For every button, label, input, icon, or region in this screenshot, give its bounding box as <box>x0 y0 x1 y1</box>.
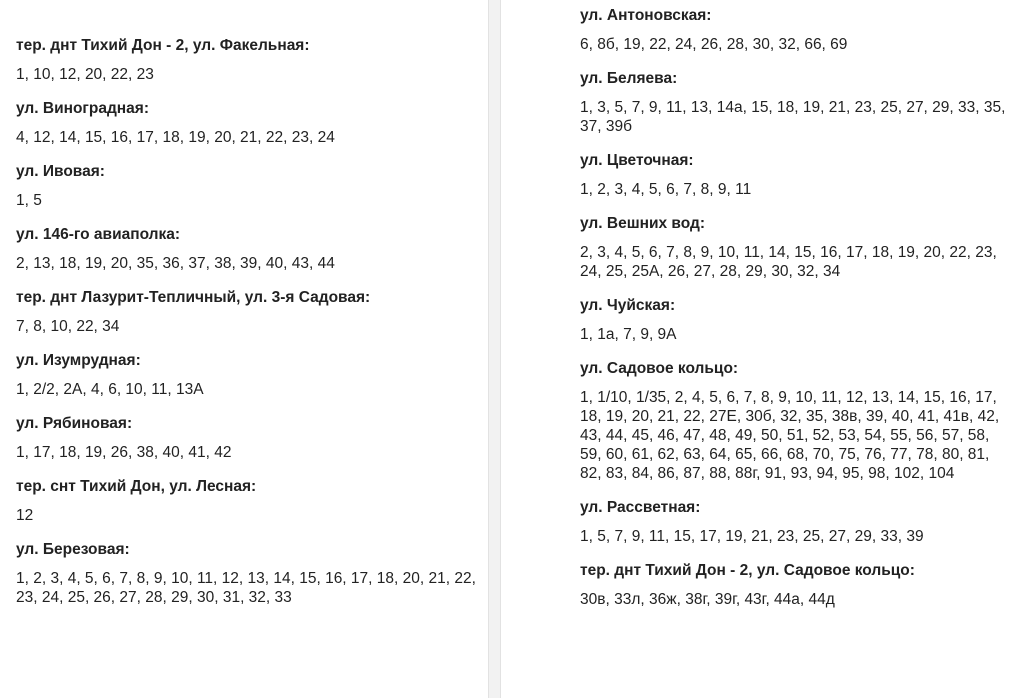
house-numbers: 7, 8, 10, 22, 34 <box>16 318 120 335</box>
address-entry <box>580 359 1014 483</box>
address-entry <box>16 99 476 147</box>
address-entry <box>16 36 476 84</box>
house-numbers: 6, 8б, 19, 22, 24, 26, 28, 30, 32, 66, 69 <box>580 36 848 53</box>
house-numbers: 2, 13, 18, 19, 20, 35, 36, 37, 38, 39, 40, 43, 44 <box>16 255 335 272</box>
address-entry <box>16 351 476 399</box>
right-column <box>501 0 1018 698</box>
address-entry <box>16 477 476 525</box>
address-entry <box>580 498 1014 546</box>
street-name: ул. Беляева: <box>580 70 678 87</box>
street-name: ул. Виноградная: <box>16 100 149 117</box>
house-numbers: 1, 3, 5, 7, 9, 11, 13, 14а, 15, 18, 19, 21, 23, 25, 27, 29, 33, 35, 37, 39б <box>580 99 1006 135</box>
house-numbers: 1, 10, 12, 20, 22, 23 <box>16 66 154 83</box>
street-name: тер. днт Лазурит-Тепличный, ул. 3-я Садовая: <box>16 289 371 306</box>
street-name: тер. снт Тихий Дон, ул. Лесная: <box>16 478 257 495</box>
left-column <box>0 0 488 698</box>
street-name: тер. днт Тихий Дон - 2, ул. Садовое кольцо: <box>580 562 915 579</box>
street-name: ул. Рассветная: <box>580 499 701 516</box>
house-numbers: 2, 3, 4, 5, 6, 7, 8, 9, 10, 11, 14, 15, 16, 17, 18, 19, 20, 22, 23, 24, 25, 25А, 26, 27, 28, 29, 30, 32, 34 <box>580 244 997 280</box>
street-name: ул. 146-го авиаполка: <box>16 226 181 243</box>
street-name: ул. Березовая: <box>16 541 130 558</box>
street-name: ул. Садовое кольцо: <box>580 360 739 377</box>
house-numbers: 4, 12, 14, 15, 16, 17, 18, 19, 20, 21, 22, 23, 24 <box>16 129 335 146</box>
address-entry <box>16 225 476 273</box>
house-numbers: 30в, 33л, 36ж, 38г, 39г, 43г, 44а, 44д <box>580 591 835 608</box>
column-divider <box>488 0 501 698</box>
address-entry <box>16 414 476 462</box>
house-numbers: 1, 5 <box>16 192 42 209</box>
address-entry <box>580 296 1014 344</box>
house-numbers: 1, 5, 7, 9, 11, 15, 17, 19, 21, 23, 25, 27, 29, 33, 39 <box>580 528 924 545</box>
address-entry <box>16 162 476 210</box>
address-entry <box>580 214 1014 281</box>
street-name: ул. Цветочная: <box>580 152 694 169</box>
house-numbers: 12 <box>16 507 34 524</box>
street-name: ул. Вешних вод: <box>580 215 706 232</box>
street-name: ул. Ивовая: <box>16 163 105 180</box>
street-name: ул. Чуйская: <box>580 297 676 314</box>
street-name: ул. Изумрудная: <box>16 352 141 369</box>
street-name: тер. днт Тихий Дон - 2, ул. Факельная: <box>16 37 310 54</box>
address-entry <box>580 561 1014 609</box>
house-numbers: 1, 2, 3, 4, 5, 6, 7, 8, 9, 11 <box>580 181 752 198</box>
house-numbers: 1, 17, 18, 19, 26, 38, 40, 41, 42 <box>16 444 232 461</box>
address-entry <box>16 540 476 607</box>
house-numbers: 1, 2, 3, 4, 5, 6, 7, 8, 9, 10, 11, 12, 13, 14, 15, 16, 17, 18, 20, 21, 22, 23, 24, 25, 26, 27, 28, 29, 30, 31, 32, 33 <box>16 570 476 606</box>
street-name: ул. Рябиновая: <box>16 415 133 432</box>
house-numbers: 1, 2/2, 2А, 4, 6, 10, 11, 13А <box>16 381 204 398</box>
address-entry <box>580 6 1014 54</box>
address-entry <box>580 69 1014 136</box>
street-name: ул. Антоновская: <box>580 7 712 24</box>
house-numbers: 1, 1/10, 1/35, 2, 4, 5, 6, 7, 8, 9, 10, 11, 12, 13, 14, 15, 16, 17, 18, 19, 20, 21, 22, 27Е, 30б, 32, 35, 38в, 39, 40, 41, 41в, 42, 43, 44, 45, 46, 47, 48, 49, 50, 51, 52, 53, 54, 55, 56, 57, 58, 59, 60, 61, 62, 63, 64, 65, 66, 68, 70, 75, 76, 77, 78, 80, 81, 82, 83, 84, 86, 87, 88, 88г, 91, 93, 94, 95, 98, 102, 104 <box>580 389 1000 482</box>
address-entry <box>16 288 476 336</box>
address-entry <box>580 151 1014 199</box>
house-numbers: 1, 1а, 7, 9, 9А <box>580 326 677 343</box>
